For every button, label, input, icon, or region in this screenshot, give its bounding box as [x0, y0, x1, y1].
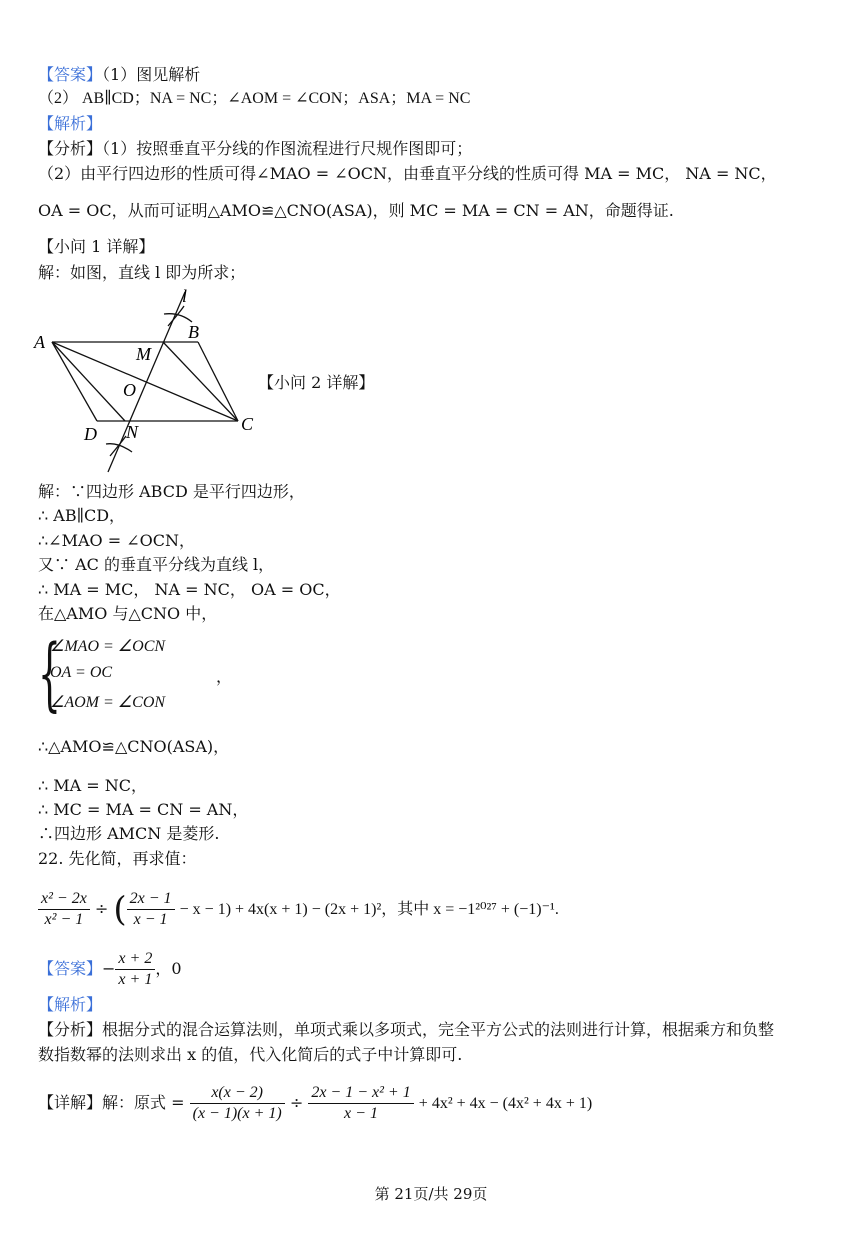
- answer-text: （1）图见解析: [102, 65, 201, 84]
- page-footer: 第 21页/共 29页: [374, 1185, 488, 1203]
- fraction-1-num: x² − 2x: [38, 889, 90, 910]
- detail-f2-num: 2x − 1 − x² + 1: [308, 1083, 413, 1104]
- answer-line-1: [38, 64, 200, 86]
- detail-pre: 解：原式 =: [102, 1093, 185, 1112]
- system-row-2: OA = OC: [50, 664, 113, 681]
- answer22-minus: −: [102, 959, 116, 978]
- label-o: O: [123, 380, 136, 400]
- answer22-den: x + 1: [118, 971, 153, 988]
- q2-title: 【小问 2 详解】: [258, 373, 375, 392]
- answer-line-2: （2） AB∥CD；NA = NC；∠AOM = ∠CON；ASA；MA = NC: [38, 90, 471, 107]
- system-row-1: ∠MAO = ∠OCN: [50, 638, 166, 655]
- question-22: 22. 先化简，再求值：: [38, 849, 197, 868]
- answer22-fraction: [115, 949, 155, 990]
- fenxi22-text: 根据分式的混合运算法则，单项式乘以多项式，完全平方公式的法则进行计算，根据乘方和负整: [102, 1020, 775, 1039]
- fenxi22-tag: 【分析】: [38, 1020, 103, 1039]
- detail-f1-num: x(x − 2): [190, 1083, 285, 1104]
- detail-fraction-1: [190, 1083, 285, 1124]
- segment-mc: [163, 342, 238, 421]
- label-l: l: [182, 286, 188, 306]
- system-row-3: ∠AOM = ∠CON: [50, 694, 166, 711]
- arc-bottom-2: [110, 436, 126, 456]
- fenxi22-line-1: [38, 1019, 774, 1041]
- fraction-2: [127, 889, 175, 930]
- detail-fraction-2: [308, 1083, 413, 1124]
- fenxi-line-1: [38, 138, 472, 160]
- label-c: C: [241, 414, 254, 434]
- fenxi-text: （1）按照垂直平分线的作图流程进行尺规作图即可；: [102, 139, 473, 158]
- proof2-line-2: ∴ MA = NC，: [38, 776, 148, 795]
- label-m: M: [136, 344, 151, 364]
- q1-text: 解：如图，直线 l 即为所求；: [38, 263, 246, 282]
- fenxi22-line-2: 数指数幂的法则求出 x 的值，代入化简后的式子中计算即可.: [38, 1045, 463, 1064]
- proof2-line-3: ∴ MC = MA = CN = AN，: [38, 800, 249, 819]
- fenxi-line-2: （2）由平行四边形的性质可得∠MAO = ∠OCN，由垂直平分线的性质可得 MA = MC， NA = NC，: [38, 164, 777, 183]
- proof2-line-1: ∴△AMO≌△CNO(ASA)，: [38, 737, 230, 756]
- fraction-2-num: 2x − 1: [127, 889, 175, 910]
- detail-f2-den: x − 1: [344, 1105, 378, 1122]
- proof2-line-4: ∴四边形 AMCN 是菱形.: [38, 824, 220, 843]
- proof-line-1: 解：∵四边形 ABCD 是平行四边形，: [38, 482, 305, 501]
- edge-bc: [198, 342, 238, 421]
- system-comma: ，: [216, 669, 233, 686]
- proof-line-5: ∴ MA = MC， NA = NC， OA = OC，: [38, 580, 341, 599]
- proof-line-3: ∴∠MAO = ∠OCN，: [38, 531, 195, 550]
- label-d: D: [84, 424, 97, 444]
- label-n: N: [126, 422, 139, 442]
- proof-line-2: ∴ AB∥CD，: [38, 506, 126, 525]
- label-a: A: [34, 332, 45, 352]
- divide-sign: ÷: [94, 899, 109, 918]
- fenxi-tag: 【分析】: [38, 139, 103, 158]
- fraction-1: [38, 889, 90, 930]
- expression-line: $\frac{\text{x² − 2x}}{\text{x² − 1}}$ ÷ ( $\frac{2x - 1}{x - 1}$ − x − 1) + 4x(x + 1) − (2x + 1)²，其中 x = −1²⁰²⁷ + (−1)⁻¹.: [38, 884, 559, 935]
- fraction-2-den: x − 1: [133, 911, 168, 928]
- detail-f1-den: (x − 1)(x + 1): [192, 1105, 282, 1122]
- label-b: B: [188, 322, 199, 342]
- detail-divide: ÷: [289, 1093, 304, 1112]
- proof-line-4: 又∵ AC 的垂直平分线为直线 l，: [38, 555, 275, 574]
- analysis-tag-2: 【解析】: [38, 995, 103, 1014]
- fenxi-line-3: OA = OC，从而可证明△AMO≌△CNO(ASA)，则 MC = MA = CN = AN，命题得证.: [38, 201, 674, 220]
- segment-an: [52, 342, 125, 421]
- geometry-figure: [30, 284, 290, 480]
- proof-line-6: 在△AMO 与△CNO 中，: [38, 604, 218, 623]
- answer22-line: [38, 944, 182, 994]
- q1-title: 【小问 1 详解】: [38, 237, 155, 256]
- answer22-tag: 【答案】: [38, 959, 103, 978]
- expression-rest: − x − 1) + 4x(x + 1) − (2x + 1)²，其中 x = −1²⁰²⁷ + (−1)⁻¹.: [179, 901, 559, 918]
- system-brace: {: [38, 627, 61, 720]
- answer22-tail: ，0: [155, 959, 182, 978]
- fraction-1-den: x² − 1: [44, 911, 84, 928]
- edge-da: [52, 342, 97, 421]
- detail-line: [38, 1078, 592, 1129]
- detail-tag: 【详解】: [38, 1093, 103, 1112]
- answer-tag: 【答案】: [38, 65, 103, 84]
- answer22-num: x + 2: [115, 949, 155, 970]
- detail-rest: + 4x² + 4x − (4x² + 4x + 1): [418, 1095, 593, 1112]
- analysis-tag: 【解析】: [38, 114, 103, 133]
